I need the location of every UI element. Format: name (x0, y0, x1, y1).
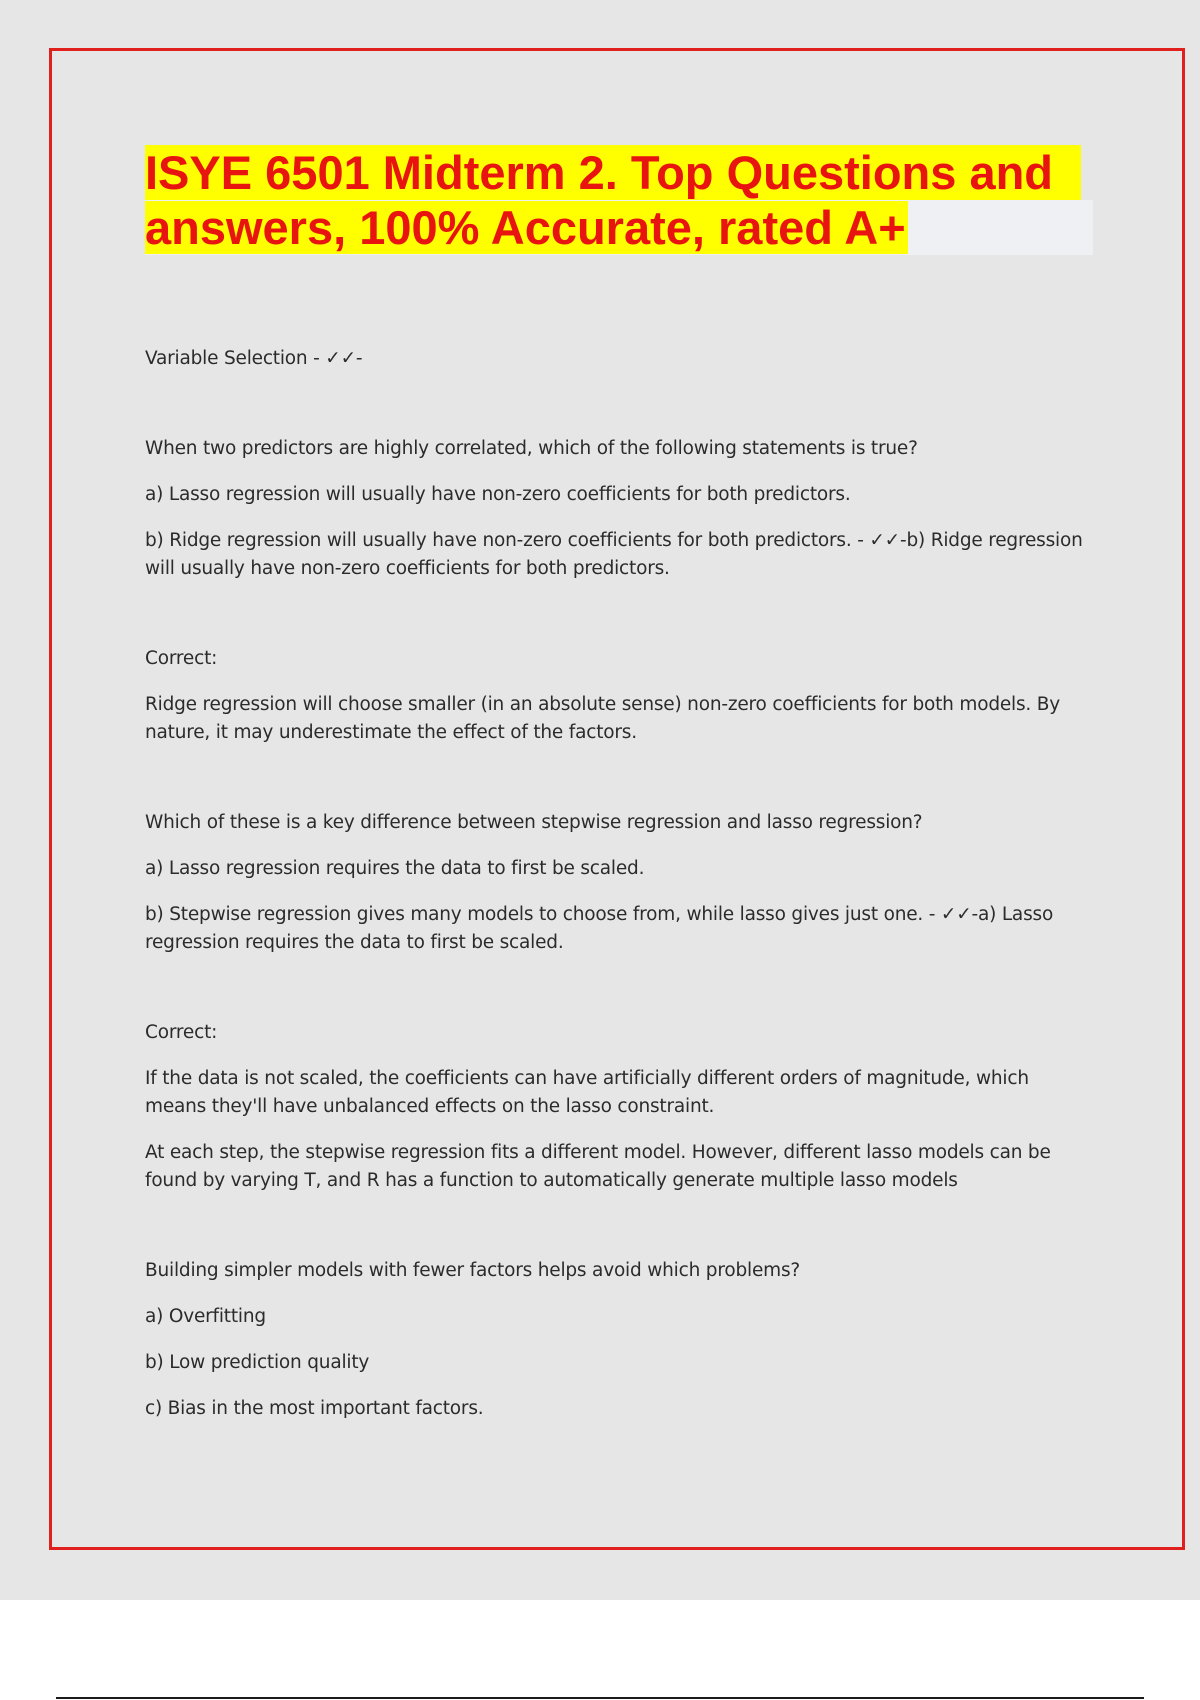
q3-option-a: a) Overfitting (145, 1306, 266, 1327)
q2-option-b: b) Stepwise regression gives many models to choose from, while lasso gives just one. - ✓✓-a) Lasso regression requires the data to first be scaled. (145, 904, 1054, 953)
q1-option-a: a) Lasso regression will usually have non-zero coefficients for both predictors. (145, 484, 851, 505)
q2-option-a: a) Lasso regression requires the data to first be scaled. (145, 858, 645, 879)
title-line-1 (145, 145, 1093, 200)
q1-option-b: b) Ridge regression will usually have non-zero coefficients for both predictors. - ✓✓-b) Ridge regression will usually have non-zero coefficients for both predictors. (145, 530, 1083, 579)
title-line-2-text: answers, 100% Accurate, rated A+ (145, 201, 906, 254)
q2-question: Which of these is a key difference between stepwise regression and lasso regression? (145, 812, 923, 833)
q3-option-b: b) Low prediction quality (145, 1352, 370, 1373)
title-line-2 (145, 200, 1093, 255)
q2-explanation-2: At each step, the stepwise regression fits a different model. However, different lasso models can be found by varying T, and R has a function to automatically generate multiple lasso models (145, 1142, 1051, 1191)
q2-explanation-1: If the data is not scaled, the coefficients can have artificially different orders of magnitude, which means they'll have unbalanced effects on the lasso constraint. (145, 1068, 1029, 1117)
q2-correct-label: Correct: (145, 1022, 218, 1043)
section-heading: Variable Selection - ✓✓- (145, 348, 363, 369)
page-divider (56, 1697, 1144, 1699)
title-line-1-text: ISYE 6501 Midterm 2. Top Questions and (145, 145, 1081, 200)
q3-question: Building simpler models with fewer factors helps avoid which problems? (145, 1260, 800, 1281)
document-body (145, 345, 1095, 1423)
document-title (145, 145, 1093, 255)
q3-option-c: c) Bias in the most important factors. (145, 1398, 484, 1419)
q1-question: When two predictors are highly correlated, which of the following statements is true? (145, 438, 918, 459)
q1-explanation: Ridge regression will choose smaller (in an absolute sense) non-zero coefficients for both models. By nature, it may underestimate the effect of the factors. (145, 694, 1061, 743)
q1-correct-label: Correct: (145, 648, 218, 669)
